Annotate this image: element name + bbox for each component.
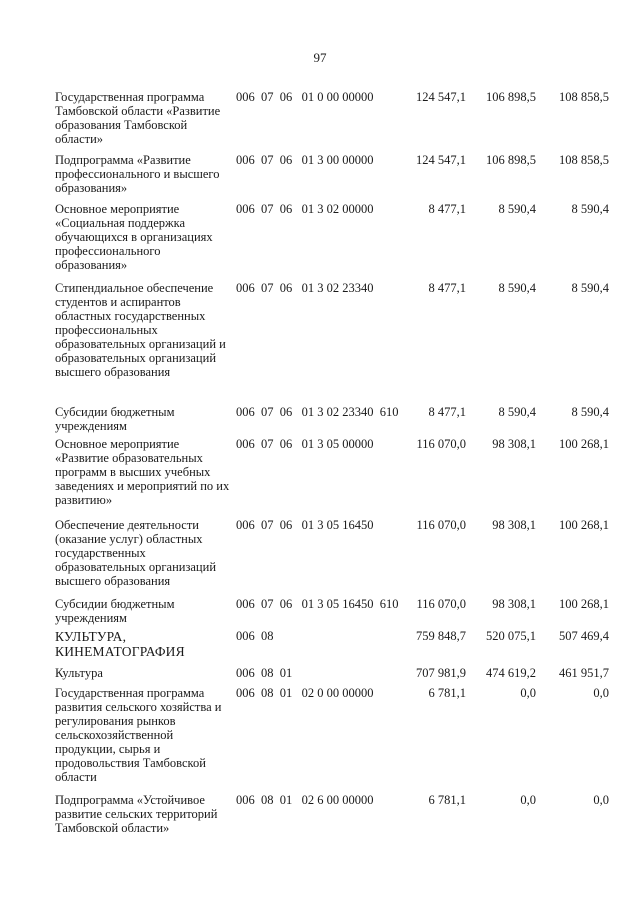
row-value-2: 98 308,1: [492, 437, 536, 451]
row-code: 006 07 06 01 0 00 00000: [236, 90, 374, 104]
row-value-3: 108 858,5: [559, 153, 609, 167]
row-code: 006 07 06 01 3 05 16450 610: [236, 597, 399, 611]
row-value-3: 108 858,5: [559, 90, 609, 104]
row-value-3: 100 268,1: [559, 597, 609, 611]
row-value-2: 98 308,1: [492, 518, 536, 532]
row-name: Субсидии бюджетным учреждениям: [55, 597, 175, 625]
row-name: Субсидии бюджетным учреждениям: [55, 405, 175, 433]
row-name: Стипендиальное обеспечение студентов и аспирантов областных государственных профессиональных образовательных организаций и образовательных организаций высшего образования: [55, 281, 226, 379]
row-name: Государственная программа Тамбовской области «Развитие образования Тамбовской области»: [55, 90, 221, 146]
row-code: 006 07 06 01 3 02 23340 610: [236, 405, 399, 419]
row-value-1: 116 070,0: [416, 518, 466, 532]
row-value-1: 8 477,1: [428, 281, 466, 295]
row-value-2: 0,0: [520, 686, 536, 700]
row-value-2: 106 898,5: [486, 90, 536, 104]
row-value-2: 98 308,1: [492, 597, 536, 611]
row-code: 006 07 06 01 3 05 00000: [236, 437, 374, 451]
row-value-2: 520 075,1: [486, 629, 536, 643]
row-code: 006 07 06 01 3 02 00000: [236, 202, 374, 216]
row-code: 006 07 06 01 3 00 00000: [236, 153, 374, 167]
row-value-2: 8 590,4: [498, 281, 536, 295]
row-value-1: 8 477,1: [428, 202, 466, 216]
row-value-1: 124 547,1: [416, 153, 466, 167]
row-value-1: 6 781,1: [428, 793, 466, 807]
row-code: 006 07 06 01 3 05 16450: [236, 518, 374, 532]
row-value-2: 8 590,4: [498, 202, 536, 216]
row-code: 006 08 01: [236, 666, 293, 680]
row-code: 006 08 01 02 6 00 00000: [236, 793, 374, 807]
row-value-1: 116 070,0: [416, 437, 466, 451]
row-value-3: 0,0: [593, 686, 609, 700]
row-value-2: 0,0: [520, 793, 536, 807]
row-value-3: 507 469,4: [559, 629, 609, 643]
row-value-2: 8 590,4: [498, 405, 536, 419]
row-name: Подпрограмма «Развитие профессионального и высшего образования»: [55, 153, 220, 195]
row-value-3: 0,0: [593, 793, 609, 807]
row-value-3: 8 590,4: [571, 405, 609, 419]
row-name: Основное мероприятие «Социальная поддержка обучающихся в организациях профессионального образования»: [55, 202, 213, 272]
row-code: 006 07 06 01 3 02 23340: [236, 281, 374, 295]
page-number: 97: [313, 50, 327, 65]
row-value-1: 116 070,0: [416, 597, 466, 611]
row-value-2: 106 898,5: [486, 153, 536, 167]
row-code: 006 08 01 02 0 00 00000: [236, 686, 374, 700]
row-value-3: 461 951,7: [559, 666, 609, 680]
row-name: Основное мероприятие «Развитие образовательных программ в высших учебных заведениях и мероприятий по их развитию»: [55, 437, 230, 507]
row-value-3: 100 268,1: [559, 518, 609, 532]
row-name: Подпрограмма «Устойчивое развитие сельских территорий Тамбовской области»: [55, 793, 218, 835]
row-name: КУЛЬТУРА, КИНЕМАТОГРАФИЯ: [55, 629, 185, 659]
row-name: Культура: [55, 666, 103, 680]
row-value-2: 474 619,2: [486, 666, 536, 680]
row-value-1: 6 781,1: [428, 686, 466, 700]
row-value-1: 707 981,9: [416, 666, 466, 680]
row-value-1: 759 848,7: [416, 629, 466, 643]
row-value-3: 8 590,4: [571, 281, 609, 295]
row-code: 006 08: [236, 629, 274, 643]
row-value-1: 124 547,1: [416, 90, 466, 104]
row-value-1: 8 477,1: [428, 405, 466, 419]
row-name: Обеспечение деятельности (оказание услуг) областных государственных образовательных организаций высшего образования: [55, 518, 217, 588]
row-value-3: 8 590,4: [571, 202, 609, 216]
row-name: Государственная программа развития сельского хозяйства и регулирования рынков сельскохозяйственной продукции, сырья и продовольствия Тамбовской области: [55, 686, 222, 784]
row-value-3: 100 268,1: [559, 437, 609, 451]
